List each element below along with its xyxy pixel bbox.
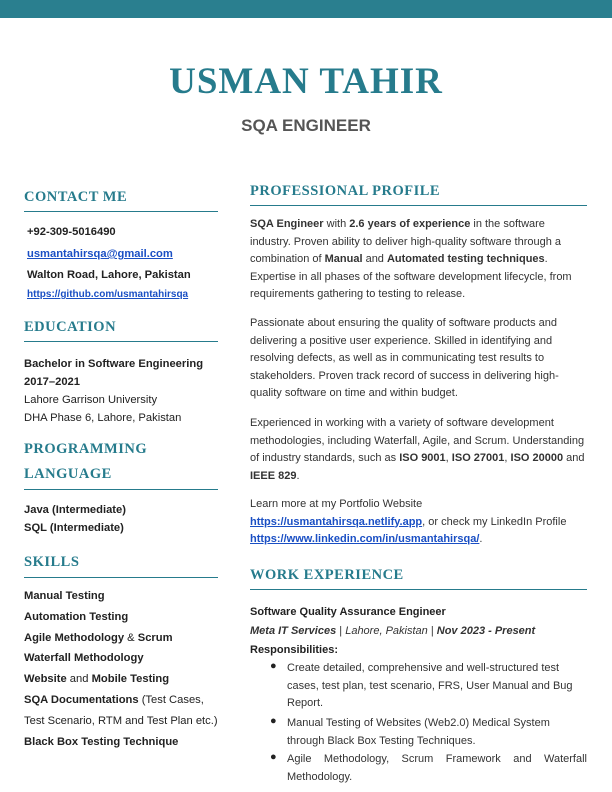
profile-paragraph-2: Passionate about ensuring the quality of software products and delivering a positive user experience. Skilled in identifying and resolving defects, as well as in communicating test results to stakeholders. Proven track record of success in delivering high-quality software on time and within budget. [250,317,559,399]
skill-item: Agile Methodology & Scrum [24,631,173,644]
profile-paragraph-1: SQA Engineer with 2.6 years of experience in the software industry. Proven ability to deliver high-quality software through a combination of Manual and Automated testing techniques. Expertise in all phases of the software development lifecycle, from requirements gathering to testing to release. [250,218,572,300]
contact-rule [24,211,218,212]
programming-list [24,501,126,537]
work-meta: Meta IT Services | Lahore, Pakistan | Nov 2023 - Present [250,625,536,637]
job-title: SQA ENGINEER [241,116,371,135]
contact-email-link[interactable] [27,245,173,263]
profile-rule [250,205,587,206]
education-heading: EDUCATION [24,319,117,335]
bullet-dot: ● [270,715,277,727]
skill-item: Waterfall Methodology [24,652,144,665]
contact-address: Walton Road, Lahore, Pakistan [27,269,191,281]
skill-item: SQA Documentations (Test Cases, [24,693,204,706]
programming-heading-1: PROGRAMMING [24,441,148,457]
skills-rule [24,577,218,578]
education-location: DHA Phase 6, Lahore, Pakistan [24,412,182,424]
work-bullet: Manual Testing of Websites (Web2.0) Medical System through Black Box Testing Techniques. [287,717,550,747]
work-rule [250,589,587,590]
contact-heading: CONTACT ME [24,189,128,205]
education-degree: Bachelor in Software Engineering [24,358,204,370]
contact-phone: +92-309-5016490 [27,226,116,238]
profile-heading: PROFESSIONAL PROFILE [250,183,441,199]
top-accent-bar [0,0,612,18]
contact-github[interactable] [27,289,188,300]
email-link[interactable]: usmantahirsqa@gmail.com [27,248,173,260]
education-block [24,355,203,427]
profile-paragraph-3: Experienced in working with a variety of software development methodologies, including Waterfall, Agile, and Scrum. Understanding of industry standards, such as ISO 9001, ISO 27001, ISO 20000 and IEEE 829. [250,417,585,482]
programming-item: SQL (Intermediate) [24,522,124,534]
work-resp-label: Responsibilities: [250,644,339,656]
programming-item: Java (Intermediate) [24,504,126,516]
skill-item: Automation Testing [24,610,129,623]
work-heading: WORK EXPERIENCE [250,567,404,583]
education-school: Lahore Garrison University [24,394,158,406]
skill-item-continued: Test Scenario, RTM and Test Plan etc.) [24,714,218,727]
work-bullet: Create detailed, comprehensive and well-structured test cases, test plan, test scenario, FRS, User Manual and Bug Report. [287,662,573,709]
bullet-dot: ● [270,660,277,672]
skill-item: Black Box Testing Technique [24,735,179,748]
portfolio-link[interactable]: https://usmantahirsqa.netlify.app [250,515,423,528]
programming-heading-2: LANGUAGE [24,466,112,482]
bullet-dot: ● [270,751,277,763]
skills-heading: SKILLS [24,554,80,570]
work-job-title: Software Quality Assurance Engineer [250,606,446,618]
candidate-name: USMAN TAHIR [169,61,443,102]
github-link[interactable]: https://github.com/usmantahirsqa [27,289,189,300]
programming-rule [24,489,218,490]
skill-item: Website and Mobile Testing [24,673,170,686]
education-rule [24,341,218,342]
work-entry [250,603,587,660]
skill-item: Manual Testing [24,590,105,602]
education-years: 2017–2021 [24,376,80,388]
linkedin-link[interactable]: https://www.linkedin.com/in/usmantahirsqa/ [250,533,480,545]
profile-paragraph-4: Learn more at my Portfolio Website https://usmantahirsqa.netlify.app, or check my LinkedIn Profile https://www.linkedin.com/in/usmantahirsqa/. [250,498,567,545]
skills-list [24,586,218,752]
work-bullet: Agile Methodology, Scrum Framework and Waterfall Methodology. [287,753,587,783]
